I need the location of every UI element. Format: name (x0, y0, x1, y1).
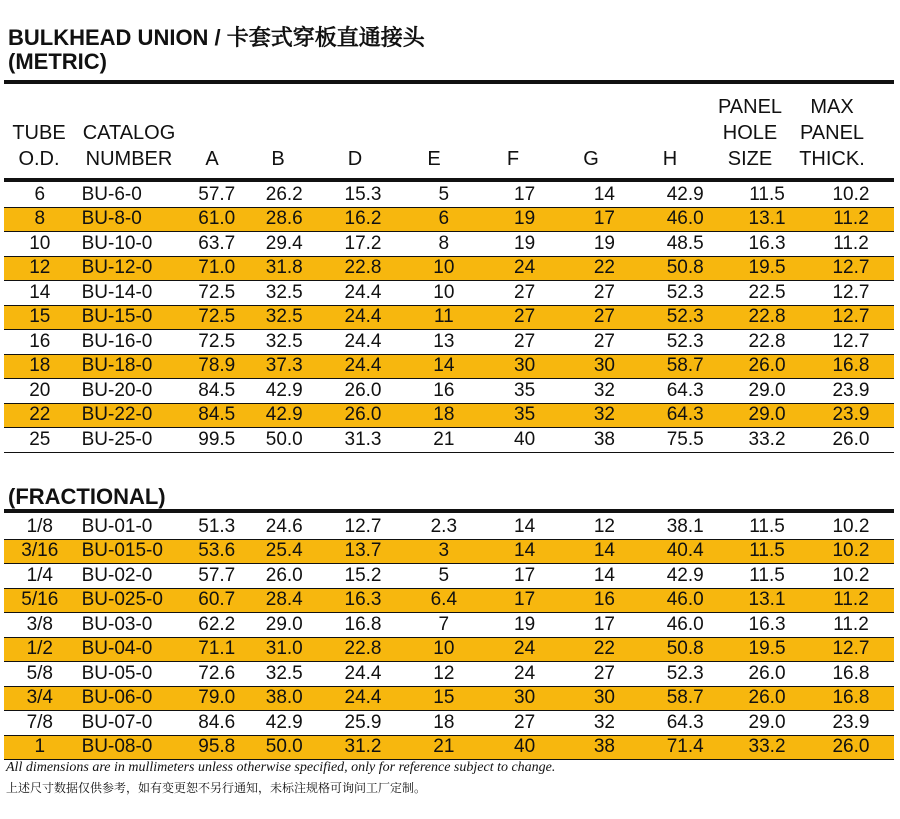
table-cell: 12.7 (808, 305, 894, 330)
table-cell: 27 (565, 281, 645, 306)
table-cell: 1/4 (4, 564, 76, 589)
table-cell: 42.9 (644, 564, 726, 589)
table-cell: 16.3 (726, 613, 808, 638)
table-cell: 19.5 (726, 637, 808, 662)
table-cell: 31.8 (245, 256, 323, 281)
table-cell: 13.1 (726, 207, 808, 232)
column-header-line: MAX (810, 96, 854, 118)
table-cell: 23.9 (808, 379, 894, 404)
table-cell: 24.6 (245, 515, 323, 539)
table-cell: 16.8 (323, 613, 403, 638)
table-cell: 25.4 (245, 539, 323, 564)
table-cell: 32.5 (245, 662, 323, 687)
table-cell: 13 (403, 330, 485, 355)
table-cell: BU-06-0 (76, 686, 189, 711)
table-cell: 11.5 (726, 515, 808, 539)
table-cell: 38.1 (644, 515, 726, 539)
table-cell: 12 (565, 515, 645, 539)
table-cell: 12.7 (808, 330, 894, 355)
table-cell: 75.5 (644, 428, 726, 453)
table-cell: 64.3 (644, 403, 726, 428)
table-cell: 64.3 (644, 379, 726, 404)
table-row (4, 428, 894, 453)
table-cell: 24.4 (323, 686, 403, 711)
table-cell: 29.0 (726, 379, 808, 404)
column-header-line: D (347, 148, 363, 170)
table-cell: 7/8 (4, 711, 76, 736)
table-cell: BU-10-0 (76, 232, 189, 257)
table-cell: 40 (485, 428, 565, 453)
table-cell: 22.5 (726, 281, 808, 306)
table-cell: 15 (403, 686, 485, 711)
table-row (4, 588, 894, 613)
table-cell: 10 (403, 637, 485, 662)
table-cell: 99.5 (188, 428, 245, 453)
table-cell: 6 (403, 207, 485, 232)
table-cell: 24.4 (323, 305, 403, 330)
table-cell: 16.3 (726, 232, 808, 257)
table-cell: 28.4 (245, 588, 323, 613)
table-cell: 17 (485, 183, 565, 207)
table-cell: 26.0 (808, 428, 894, 453)
table-cell: 30 (565, 354, 645, 379)
table-cell: 50.8 (644, 256, 726, 281)
table-cell: 42.9 (245, 403, 323, 428)
table-cell: 46.0 (644, 613, 726, 638)
table-cell: 17.2 (323, 232, 403, 257)
table-cell: 18 (403, 403, 485, 428)
table-cell: 10 (403, 256, 485, 281)
table-cell: 3/4 (4, 686, 76, 711)
table-cell: 38 (565, 428, 645, 453)
table-cell: 64.3 (644, 711, 726, 736)
table-cell: 14 (403, 354, 485, 379)
table-cell: 29.0 (726, 711, 808, 736)
table-cell: 23.9 (808, 711, 894, 736)
table-cell: BU-05-0 (76, 662, 189, 687)
table-cell: 32.5 (245, 330, 323, 355)
table-row (4, 613, 894, 638)
table-cell: 52.3 (644, 662, 726, 687)
table-cell: 24 (485, 637, 565, 662)
table-cell: 16 (403, 379, 485, 404)
table-cell: 57.7 (188, 183, 245, 207)
column-header-line: A (205, 148, 219, 170)
table-cell: 29.0 (726, 403, 808, 428)
table-cell: 31.3 (323, 428, 403, 453)
column-header (4, 120, 74, 172)
table-cell: 24.4 (323, 662, 403, 687)
table-cell: 30 (485, 354, 565, 379)
table-cell: 19 (565, 232, 645, 257)
table-cell: 26.2 (245, 183, 323, 207)
table-cell: 26.0 (323, 379, 403, 404)
table-row (4, 637, 894, 662)
table-cell: 2.3 (403, 515, 485, 539)
table-cell: 16.8 (808, 662, 894, 687)
table-cell: 46.0 (644, 588, 726, 613)
table-cell: 72.5 (188, 281, 245, 306)
column-header (630, 146, 710, 172)
table-cell: 57.7 (188, 564, 245, 589)
table-cell: 6 (4, 183, 76, 207)
table-cell: 19 (485, 207, 565, 232)
table-cell: 52.3 (644, 281, 726, 306)
table-cell: 84.6 (188, 711, 245, 736)
table-cell: 15 (4, 305, 76, 330)
table-cell: BU-18-0 (76, 354, 189, 379)
table-cell: 1/2 (4, 637, 76, 662)
table-cell: 17 (565, 613, 645, 638)
table-cell: BU-20-0 (76, 379, 189, 404)
column-header (316, 146, 394, 172)
column-header-line: CATALOG (82, 122, 176, 144)
table-cell: 22 (4, 403, 76, 428)
table-row (4, 305, 894, 330)
table-cell: 16 (565, 588, 645, 613)
table-cell: 14 (4, 281, 76, 306)
table-cell: 25 (4, 428, 76, 453)
table-cell: 32 (565, 379, 645, 404)
table-cell: 16 (4, 330, 76, 355)
table-cell: 11.5 (726, 564, 808, 589)
table-cell: 58.7 (644, 354, 726, 379)
table-cell: 16.2 (323, 207, 403, 232)
table-cell: BU-02-0 (76, 564, 189, 589)
table-row (4, 207, 894, 232)
table-cell: 71.1 (188, 637, 245, 662)
table-cell: 33.2 (726, 735, 808, 760)
table-cell: 35 (485, 403, 565, 428)
table-cell: 14 (565, 539, 645, 564)
table-cell: 11.2 (808, 588, 894, 613)
footnote-english: All dimensions are in mullimeters unless otherwise specified, only for reference subject to change. (6, 760, 556, 775)
table-cell: 38 (565, 735, 645, 760)
column-header-line: G (583, 148, 599, 170)
table-cell: 22 (565, 637, 645, 662)
table-row (4, 281, 894, 306)
table-cell: BU-14-0 (76, 281, 189, 306)
table-cell: 3 (403, 539, 485, 564)
table-cell: 30 (565, 686, 645, 711)
table-cell: BU-22-0 (76, 403, 189, 428)
table-cell: 17 (565, 207, 645, 232)
table-cell: 32.5 (245, 281, 323, 306)
table-cell: 12 (4, 256, 76, 281)
column-header-line: B (271, 148, 285, 170)
table-row (4, 662, 894, 687)
table-cell: 37.3 (245, 354, 323, 379)
table-cell: 26.0 (245, 564, 323, 589)
table-cell: 52.3 (644, 330, 726, 355)
table-cell: 32 (565, 403, 645, 428)
table-cell: 25.9 (323, 711, 403, 736)
table-cell: 22 (565, 256, 645, 281)
fractional-header-rule (4, 509, 894, 513)
table-cell: BU-07-0 (76, 711, 189, 736)
table-cell: 84.5 (188, 403, 245, 428)
table-row (4, 183, 894, 207)
table-cell: 15.2 (323, 564, 403, 589)
table-cell: 31.0 (245, 637, 323, 662)
table-cell: 19.5 (726, 256, 808, 281)
table-cell: 27 (485, 281, 565, 306)
table-cell: 11 (403, 305, 485, 330)
table-cell: 8 (403, 232, 485, 257)
table-cell: 10 (4, 232, 76, 257)
table-cell: 27 (485, 711, 565, 736)
table-cell: 35 (485, 379, 565, 404)
table-cell: 71.0 (188, 256, 245, 281)
table-cell: 38.0 (245, 686, 323, 711)
table-cell: 1 (4, 735, 76, 760)
table-cell: 71.4 (644, 735, 726, 760)
table-cell: 11.2 (808, 207, 894, 232)
table-cell: 12 (403, 662, 485, 687)
table-cell: 22.8 (323, 256, 403, 281)
table-row (4, 403, 894, 428)
table-cell: BU-25-0 (76, 428, 189, 453)
table-cell: 14 (485, 539, 565, 564)
table-cell: 12.7 (323, 515, 403, 539)
table-cell: 18 (4, 354, 76, 379)
table-row (4, 686, 894, 711)
table-cell: 12.7 (808, 281, 894, 306)
table-cell: 11.5 (726, 539, 808, 564)
table-cell: 42.9 (245, 711, 323, 736)
table-cell: 51.3 (188, 515, 245, 539)
table-cell: 11.2 (808, 232, 894, 257)
column-header-line: PANEL (717, 96, 783, 118)
table-cell: 58.7 (644, 686, 726, 711)
table-cell: 14 (485, 515, 565, 539)
table-cell: BU-01-0 (76, 515, 189, 539)
table-cell: 22.8 (726, 330, 808, 355)
table-cell: 62.2 (188, 613, 245, 638)
table-cell: 72.5 (188, 330, 245, 355)
table-row (4, 379, 894, 404)
table-row (4, 232, 894, 257)
table-cell: 72.5 (188, 305, 245, 330)
table-cell: 32.5 (245, 305, 323, 330)
column-header-line: HOLE (722, 122, 778, 144)
table-cell: 18 (403, 711, 485, 736)
table-cell: BU-04-0 (76, 637, 189, 662)
column-header-line: SIZE (727, 148, 773, 170)
metric-table (4, 183, 894, 453)
table-cell: 42.9 (644, 183, 726, 207)
table-cell: 16.8 (808, 354, 894, 379)
table-cell: 31.2 (323, 735, 403, 760)
table-row (4, 711, 894, 736)
table-cell: 50.0 (245, 428, 323, 453)
top-rule (4, 80, 894, 84)
table-cell: 10.2 (808, 183, 894, 207)
table-cell: 24.4 (323, 330, 403, 355)
table-cell: 22.8 (323, 637, 403, 662)
table-cell: BU-16-0 (76, 330, 189, 355)
table-cell: 20 (4, 379, 76, 404)
column-header-line: F (506, 148, 520, 170)
table-cell: 29.0 (245, 613, 323, 638)
table-cell: 21 (403, 428, 485, 453)
table-cell: 13.1 (726, 588, 808, 613)
table-cell: 29.4 (245, 232, 323, 257)
metric-table-header (0, 94, 900, 178)
table-cell: 10.2 (808, 564, 894, 589)
fractional-table (4, 515, 894, 760)
table-cell: 52.3 (644, 305, 726, 330)
table-cell: 17 (485, 588, 565, 613)
table-cell: BU-8-0 (76, 207, 189, 232)
table-cell: 11.2 (808, 613, 894, 638)
table-cell: 19 (485, 613, 565, 638)
table-cell: 26.0 (726, 354, 808, 379)
table-row (4, 735, 894, 760)
table-cell: 10.2 (808, 539, 894, 564)
table-cell: 33.2 (726, 428, 808, 453)
column-header (710, 94, 790, 172)
table-row (4, 354, 894, 379)
table-cell: 72.6 (188, 662, 245, 687)
table-cell: 46.0 (644, 207, 726, 232)
table-cell: 26.0 (808, 735, 894, 760)
table-cell: 27 (565, 305, 645, 330)
table-cell: 27 (565, 330, 645, 355)
table-row (4, 564, 894, 589)
column-header-line: O.D. (18, 148, 60, 170)
column-header-line: NUMBER (85, 148, 173, 170)
column-header (74, 120, 184, 172)
table-cell: 42.9 (245, 379, 323, 404)
table-cell: 10.2 (808, 515, 894, 539)
table-cell: 24.4 (323, 281, 403, 306)
page-title (8, 26, 425, 74)
table-cell: 21 (403, 735, 485, 760)
column-header (394, 146, 474, 172)
table-cell: 27 (565, 662, 645, 687)
table-cell: 16.3 (323, 588, 403, 613)
table-cell: 17 (485, 564, 565, 589)
table-cell: BU-15-0 (76, 305, 189, 330)
table-cell: 95.8 (188, 735, 245, 760)
column-header-line: H (662, 148, 678, 170)
table-cell: 12.7 (808, 256, 894, 281)
table-cell: 27 (485, 305, 565, 330)
column-header (552, 146, 630, 172)
table-cell: 40 (485, 735, 565, 760)
column-header (790, 94, 874, 172)
table-cell: 61.0 (188, 207, 245, 232)
table-cell: 5/8 (4, 662, 76, 687)
column-header (474, 146, 552, 172)
table-cell: 84.5 (188, 379, 245, 404)
table-cell: BU-08-0 (76, 735, 189, 760)
column-header (184, 146, 240, 172)
table-cell: 40.4 (644, 539, 726, 564)
table-cell: 63.7 (188, 232, 245, 257)
table-cell: 5 (403, 564, 485, 589)
fractional-section-title: (FRACTIONAL) (8, 484, 166, 509)
column-header-line: PANEL (799, 122, 865, 144)
table-cell: 53.6 (188, 539, 245, 564)
table-cell: 22.8 (726, 305, 808, 330)
table-cell: 7 (403, 613, 485, 638)
table-cell: 15.3 (323, 183, 403, 207)
column-header-line: TUBE (12, 122, 66, 144)
table-cell: 78.9 (188, 354, 245, 379)
table-cell: 3/8 (4, 613, 76, 638)
table-cell: 11.5 (726, 183, 808, 207)
table-cell: 5/16 (4, 588, 76, 613)
table-cell: 30 (485, 686, 565, 711)
table-cell: 27 (485, 330, 565, 355)
table-cell: 10 (403, 281, 485, 306)
column-header (240, 146, 316, 172)
column-header-line: THICK. (799, 148, 865, 170)
table-cell: 3/16 (4, 539, 76, 564)
table-cell: 28.6 (245, 207, 323, 232)
table-cell: 1/8 (4, 515, 76, 539)
table-cell: 14 (565, 183, 645, 207)
metric-header-rule (4, 178, 894, 182)
table-cell: 16.8 (808, 686, 894, 711)
table-cell: 60.7 (188, 588, 245, 613)
footnote-chinese: 上述尺寸数据仅供参考，如有变更恕不另行通知，未标注规格可询问工厂定制。 (6, 781, 427, 795)
table-cell: 26.0 (726, 662, 808, 687)
table-cell: 50.8 (644, 637, 726, 662)
table-cell: 12.7 (808, 637, 894, 662)
table-cell: 24 (485, 662, 565, 687)
title-line-2: (METRIC) (8, 49, 107, 74)
table-cell: BU-03-0 (76, 613, 189, 638)
table-cell: 8 (4, 207, 76, 232)
table-cell: 13.7 (323, 539, 403, 564)
column-header-line: E (427, 148, 441, 170)
table-cell: BU-015-0 (76, 539, 189, 564)
table-row (4, 539, 894, 564)
table-cell: 48.5 (644, 232, 726, 257)
table-cell: 50.0 (245, 735, 323, 760)
table-cell: BU-12-0 (76, 256, 189, 281)
table-cell: BU-6-0 (76, 183, 189, 207)
table-cell: 26.0 (323, 403, 403, 428)
table-cell: 5 (403, 183, 485, 207)
table-cell: BU-025-0 (76, 588, 189, 613)
table-cell: 6.4 (403, 588, 485, 613)
table-row (4, 256, 894, 281)
table-cell: 32 (565, 711, 645, 736)
table-cell: 24 (485, 256, 565, 281)
table-cell: 23.9 (808, 403, 894, 428)
table-cell: 14 (565, 564, 645, 589)
table-cell: 79.0 (188, 686, 245, 711)
title-line-1: BULKHEAD UNION / 卡套式穿板直通接头 (8, 25, 425, 50)
table-row (4, 515, 894, 539)
table-row (4, 330, 894, 355)
table-cell: 19 (485, 232, 565, 257)
table-cell: 24.4 (323, 354, 403, 379)
table-cell: 26.0 (726, 686, 808, 711)
